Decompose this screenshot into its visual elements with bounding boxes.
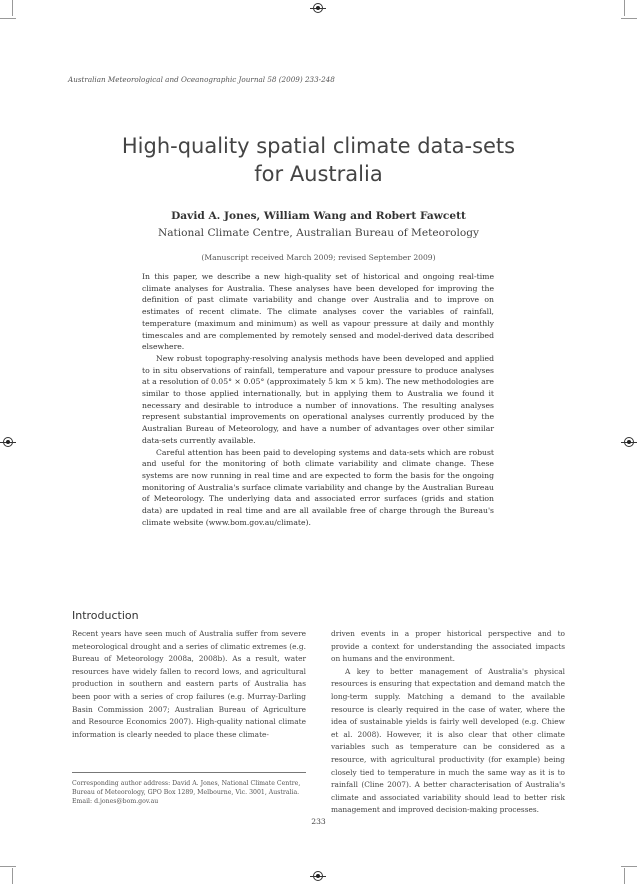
body-paragraph: A key to better management of Australia's physical resources is ensuring that expectation and demand match the long-term supply. Matching a demand to the available resource is clearly required in the case of water, where the idea of sustainable yields is fairly well developed (e.g. Chiew et al. 2008). However, it is also clear that other climate variables such as temperature can be considered as a resource, with agricultural productivity (for example) being closely tied to temperature in much the same way as it is to rainfall (Cline 2007). A better characterisation of Australia's climate and associated variability should lead to better risk management and improved decision-making processes. — [331, 666, 565, 815]
crop-mark — [0, 18, 16, 19]
footnote: Corresponding author address: David A. Jones, National Climate Centre, Bureau of Meteorology, GPO Box 1289, Melbourne, Vic. 3001, Australia. Email: d.jones@bom.gov.au — [72, 780, 301, 806]
body-column-right — [331, 628, 565, 817]
abstract-paragraph: Careful attention has been paid to developing systems and data-sets which are robust and useful for the monitoring of both climate variability and climate change. These systems are now running in real time and are expected to form the basis for the ongoing monitoring of Australia's surface climate variability and change by the Australian Bureau of Meteorology. The underlying data and associated error surfaces (grids and station data) are updated in real time and are all available free of charge through the Bureau's climate website (www.bom.gov.au/climate). — [142, 447, 494, 527]
crop-mark — [621, 866, 637, 867]
affiliation: National Climate Centre, Australian Bureau of Meteorology — [157, 227, 480, 239]
journal-citation: Australian Meteorological and Oceanographic Journal 58 (2009) 233-248 — [68, 75, 335, 84]
crop-mark — [624, 868, 625, 884]
footnote-divider — [72, 772, 306, 773]
crop-mark — [0, 866, 16, 867]
authors: David A. Jones, William Wang and Robert Fawcett — [171, 210, 466, 222]
registration-mark-left — [3, 437, 13, 447]
page-number: 233 — [311, 817, 326, 826]
abstract — [142, 271, 494, 528]
body-paragraph: Recent years have seen much of Australia suffer from severe meteorological drought and a series of climatic extremes (e.g. Bureau of Meteorology 2008a, 2008b). As a result, water resources have widely fallen to record lows, and agricultural production in southern and eastern parts of Australia has been poor with a series of crop failures (e.g. Murray-Darling Basin Commission 2007; Australian Bureau of Agriculture and Resource Economics 2007). High-quality national climate information is clearly needed to place these climate- — [72, 629, 306, 739]
registration-mark-right — [624, 437, 634, 447]
page-title — [60, 132, 577, 188]
crop-mark — [12, 868, 13, 884]
title-line-1: High-quality spatial climate data-sets — [121, 134, 516, 158]
title-line-2: for Australia — [254, 162, 383, 186]
section-heading: Introduction — [72, 609, 139, 622]
body-column-left — [72, 628, 306, 741]
abstract-paragraph: New robust topography-resolving analysis methods have been developed and applied to in situ observations of rainfall, temperature and vapour pressure to produce analyses at a resolution of 0.05° × 0.05° (approximately 5 km × 5 km). The new methodologies are similar to those applied internationally, but in applying them to Australia we found it necessary and desirable to introduce a number of innovations. The resulting analyses represent substantial improvements on operational analyses currently produced by the Australian Bureau of Meteorology, and have a number of advantages over other similar data-sets currently available. — [142, 353, 494, 445]
crop-mark — [624, 0, 625, 16]
body-paragraph: driven events in a proper historical perspective and to provide a context for understanding the associated impacts on humans and the environment. — [331, 629, 565, 664]
crop-mark — [12, 0, 13, 16]
manuscript-dates: (Manuscript received March 2009; revised September 2009) — [201, 253, 436, 262]
registration-mark-bottom — [313, 871, 323, 881]
registration-mark-top — [313, 3, 323, 13]
abstract-paragraph: In this paper, we describe a new high-quality set of historical and ongoing real-time climate analyses for Australia. These analyses have been developed for improving the definition of past climate variability and change over Australia and to improve on estimates of recent climate. The climate analyses cover the variables of rainfall, temperature (maximum and minimum) as well as vapour pressure at daily and monthly timescales and are complemented by remotely sensed and model-derived data described elsewhere. — [142, 272, 494, 352]
crop-mark — [621, 18, 637, 19]
